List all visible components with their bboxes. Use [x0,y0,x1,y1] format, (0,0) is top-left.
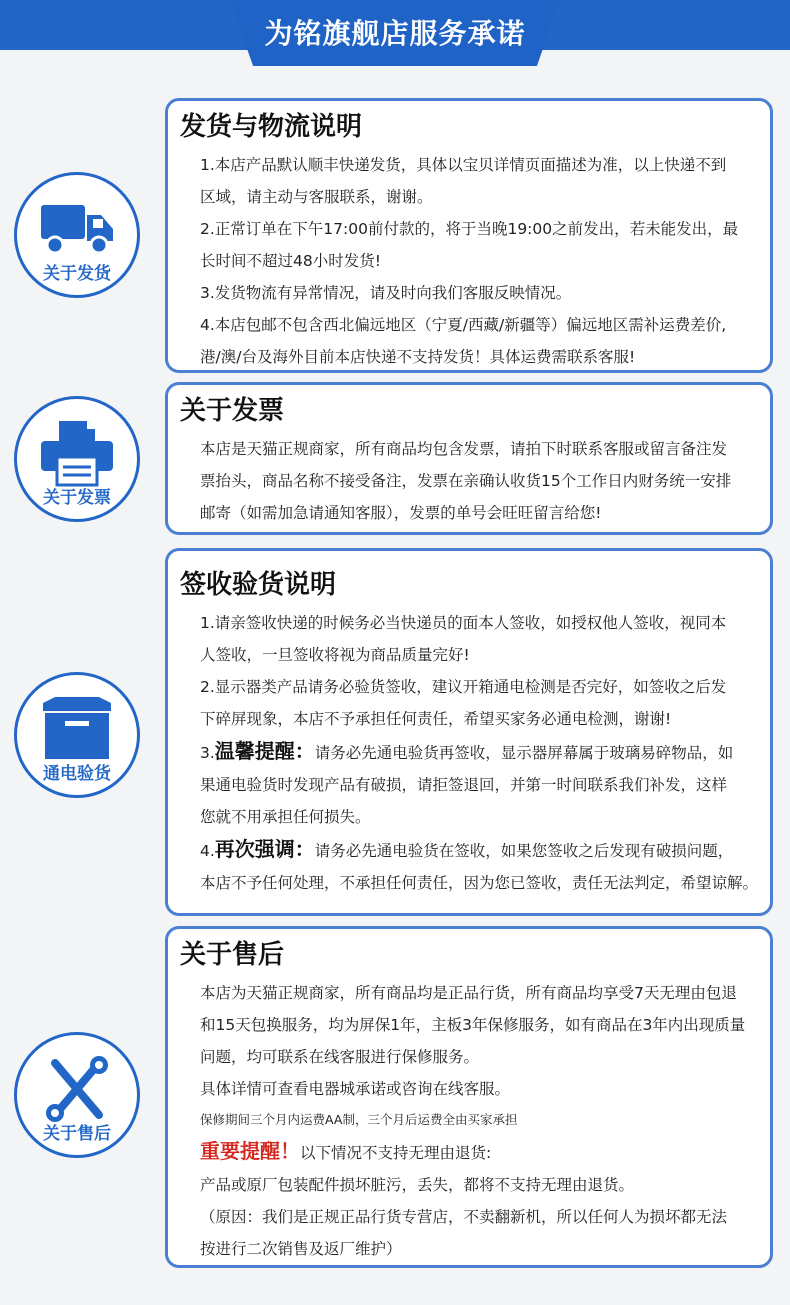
aftersales-line: 本店为天猫正规商家，所有商品均是正品行货，所有商品均享受7天无理由包退 [200,984,737,1002]
shipping-line: 长时间不超过48小时发货! [200,252,381,270]
aftersales-line: （原因：我们是正规正品行货专营店，不卖翻新机，所以任何人为损坏都无法 [200,1208,728,1226]
tools-icon [37,1055,117,1123]
page-title: 为铭旗舰店服务承诺 [264,17,526,50]
aftersales-card [165,926,773,1268]
important-reminder-line [180,1135,758,1169]
aftersales-card-title: 关于售后 [180,940,285,970]
shipping-line: 3.发货物流有异常情况，请及时向我们客服反映情况。 [200,284,572,302]
shipping-line: 2.正常订单在下午17:00前付款的，将于当晚19:00之前发出，若未能发出，最 [200,220,739,238]
badge-label-inspection: 通电验货 [43,764,111,784]
printer-icon [37,419,117,487]
aftersales-line: 问题，均可联系在线客服进行保修服务。 [200,1048,480,1066]
badge-label-shipping: 关于发货 [43,264,111,284]
shipping-fee-note: 保修期间三个月内运费AA制，三个月后运费全由买家承担 [200,1112,518,1127]
aftersales-line: 具体详情可查看电器城承诺或咨询在线客服。 [200,1080,511,1098]
shipping-badge [14,172,140,298]
shipping-line: 港/澳/台及海外目前本店快递不支持发货！具体运费需联系客服! [200,348,636,366]
invoice-badge [14,396,140,522]
shipping-card-title: 发货与物流说明 [180,112,363,142]
inspection-card [165,548,773,916]
inspection-line: 本店不予任何处理，不承担任何责任，因为您已签收，责任无法判定，希望谅解。 [200,874,759,892]
inspection-line: 您就不用承担任何损失。 [200,808,371,826]
truck-icon [37,195,117,263]
aftersales-line: 产品或原厂包装配件损坏脏污，丢失，都将不支持无理由退货。 [200,1176,635,1194]
shipping-card [165,98,773,373]
line3-text: 请务必先通电验货再签收，显示器屏幕属于玻璃易碎物品，如 [314,744,734,762]
line4-text: 请务必先通电验货在签收，如果您签收之后发现有破损问题， [314,842,734,860]
line3-prefix: 3. [200,744,215,762]
aftersales-badge [14,1032,140,1158]
inspection-line: 2.显示器类产品请务必验货签收，建议开箱通电检测是否完好，如签收之后发 [200,678,727,696]
inspection-line-4 [180,833,758,867]
inspection-line: 人签收，一旦签收将视为商品质量完好! [200,646,470,664]
important-reminder-text: 以下情况不支持无理由退货: [300,1144,492,1162]
aftersales-line: 按进行二次销售及返厂维护） [200,1240,402,1258]
inspection-line-3 [180,735,758,769]
inspection-line: 下碎屏现象，本店不予承担任何责任，希望买家务必通电检测，谢谢! [200,710,672,728]
invoice-card [165,382,773,535]
invoice-line: 本店是天猫正规商家，所有商品均包含发票，请拍下时联系客服或留言备注发 [200,440,728,458]
badge-label-invoice: 关于发票 [43,488,111,508]
shipping-line: 区域，请主动与客服联系，谢谢。 [200,188,433,206]
inspection-card-title: 签收验货说明 [180,570,337,600]
warm-reminder-label: 温馨提醒： [214,739,315,763]
inspection-badge [14,672,140,798]
shipping-line: 4.本店包邮不包含西北偏远地区（宁夏/西藏/新疆等）偏远地区需补运费差价, [200,316,727,334]
box-icon [37,695,117,763]
invoice-line: 票抬头，商品名称不接受备注，发票在亲确认收货15个工作日内财务统一安排 [200,472,732,490]
emphasis-label: 再次强调： [214,837,315,861]
inspection-line: 果通电验货时发现产品有破损，请拒签退回，并第一时间联系我们补发，这样 [200,776,728,794]
inspection-line: 1.请亲签收快递的时候务必当快递员的面本人签收，如授权他人签收，视同本 [200,614,727,632]
line4-prefix: 4. [200,842,215,860]
invoice-line: 邮寄（如需加急请通知客服），发票的单号会旺旺留言给您! [200,504,602,522]
badge-label-aftersales: 关于售后 [43,1124,111,1144]
invoice-card-title: 关于发票 [180,396,285,426]
important-reminder-label: 重要提醒！ [200,1139,300,1163]
aftersales-line: 和15天包换服务，均为屏保1年，主板3年保修服务，如有商品在3年内出现质量 [200,1016,746,1034]
shipping-line: 1.本店产品默认顺丰快递发货，具体以宝贝详情页面描述为准，以上快递不到 [200,156,727,174]
